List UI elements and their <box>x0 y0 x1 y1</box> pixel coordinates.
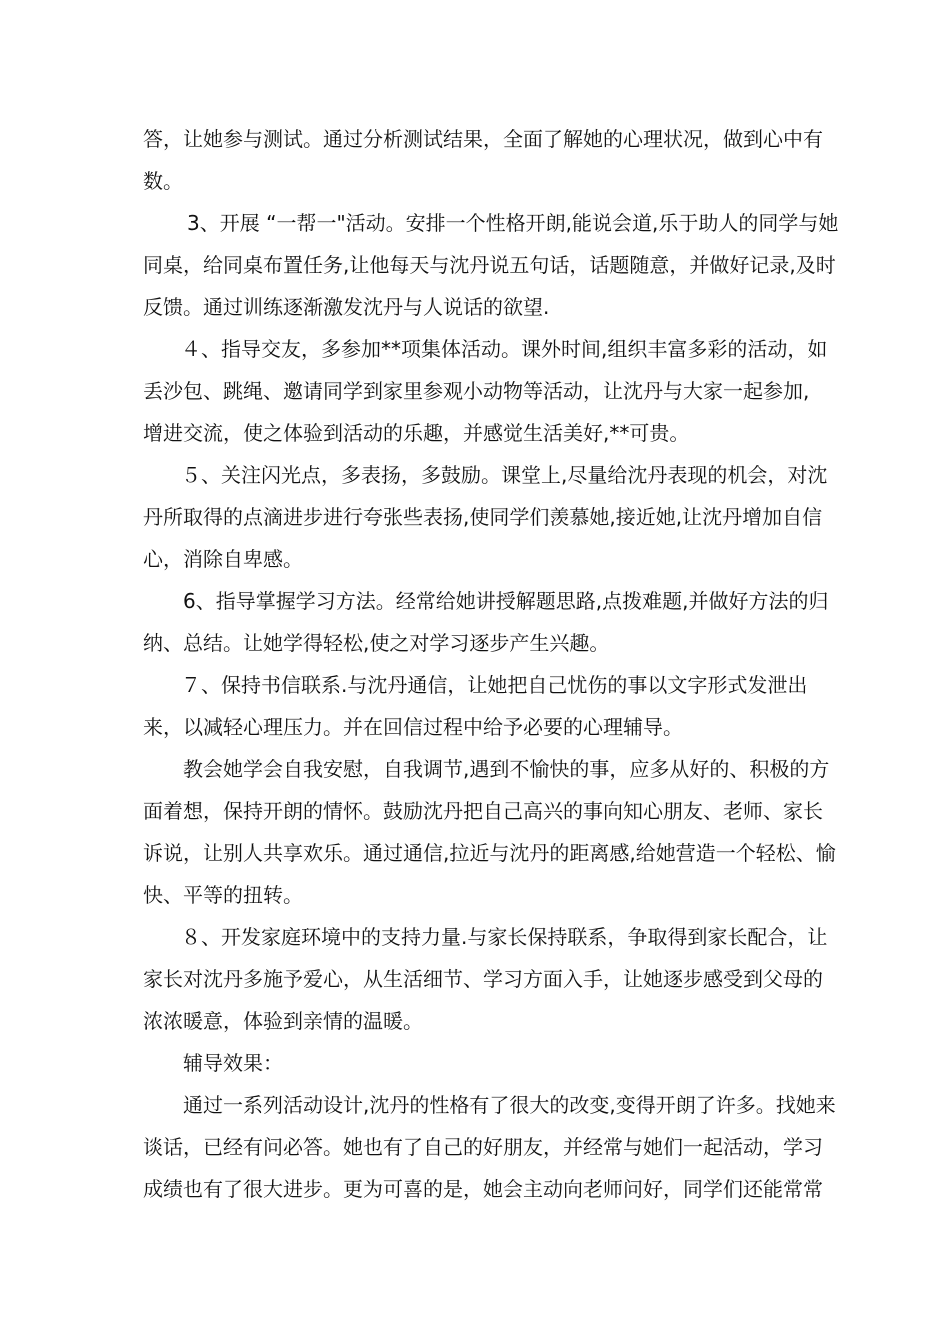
text-line: 3、开展 “一帮一"活动。安排一个性格开朗,能说会道,乐于助人的同学与她 <box>187 211 839 235</box>
text-line: ５、关注闪光点，多表扬，多鼓励。课堂上,尽量给沈丹表现的机会，对沈 <box>181 463 828 487</box>
paragraph <box>143 580 829 664</box>
text-line: 同桌，给同桌布置任务,让他每天与沈丹说五句话，话题随意，并做好记录,及时 <box>143 253 836 277</box>
text-line: 6、指导掌握学习方法。经常给她讲授解题思路,点拨难题,并做好方法的归 <box>183 589 829 613</box>
text-line: 浓浓暖意，体验到亲情的温暖。 <box>143 1009 423 1033</box>
paragraph <box>143 664 807 748</box>
paragraph <box>143 328 828 454</box>
section-heading: 辅导效果： <box>183 1051 283 1075</box>
text-line: 反馈。通过训练逐渐激发沈丹与人说话的欲望. <box>143 295 550 319</box>
text-line: 纳、总结。让她学得轻松,使之对学习逐步产生兴趣。 <box>143 631 610 655</box>
text-line: 家长对沈丹多施予爱心，从生活细节、学习方面入手，让她逐步感受到父母的 <box>143 967 823 991</box>
text-line: 心，消除自卑感。 <box>143 547 303 571</box>
text-line: 谈话，已经有问必答。她也有了自己的好朋友，并经常与她们一起活动，学习 <box>143 1135 823 1159</box>
text-line: ８、开发家庭环境中的支持力量.与家长保持联系，争取得到家长配合，让 <box>181 925 828 949</box>
text-line: 来，以减轻心理压力。并在回信过程中给予必要的心理辅导。 <box>143 715 683 739</box>
text-line: 数。 <box>143 169 183 193</box>
paragraph <box>143 916 828 1042</box>
paragraph <box>143 202 839 328</box>
paragraph <box>143 1084 836 1210</box>
paragraph <box>143 454 828 580</box>
text-line: 诉说，让别人共享欢乐。通过通信,拉近与沈丹的距离感,给她营造一个轻松、愉 <box>143 841 836 865</box>
text-line: 成绩也有了很大进步。更为可喜的是，她会主动向老师问好，同学们还能常常 <box>143 1177 823 1201</box>
text-line: 答，让她参与测试。通过分析测试结果，全面了解她的心理状况，做到心中有 <box>143 127 823 151</box>
text-line: 增进交流，使之体验到活动的乐趣，并感觉生活美好,**可贵。 <box>143 421 690 445</box>
paragraph <box>143 118 823 202</box>
text-line: 教会她学会自我安慰，自我调节,遇到不愉快的事，应多从好的、积极的方 <box>183 757 830 781</box>
paragraph <box>143 1042 807 1084</box>
text-line: 面着想，保持开朗的情怀。鼓励沈丹把自己高兴的事向知心朋友、老师、家长 <box>143 799 823 823</box>
text-line: 丹所取得的点滴进步进行夸张些表扬,使同学们羡慕她,接近她,让沈丹增加自信 <box>143 505 823 529</box>
text-line: 快、平等的扭转。 <box>143 883 303 907</box>
paragraph <box>143 748 836 916</box>
document-body <box>143 118 839 1210</box>
text-line: ４、指导交友，多参加**项集体活动。课外时间,组织丰富多彩的活动，如 <box>181 337 828 361</box>
text-line: 通过一系列活动设计,沈丹的性格有了很大的改变,变得开朗了许多。找她来 <box>183 1093 836 1117</box>
text-line: 丢沙包、跳绳、邀请同学到家里参观小动物等活动，让沈丹与大家一起参加, <box>143 379 810 403</box>
text-line: ７、保持书信联系.与沈丹通信，让她把自己忧伤的事以文字形式发泄出 <box>181 673 808 697</box>
